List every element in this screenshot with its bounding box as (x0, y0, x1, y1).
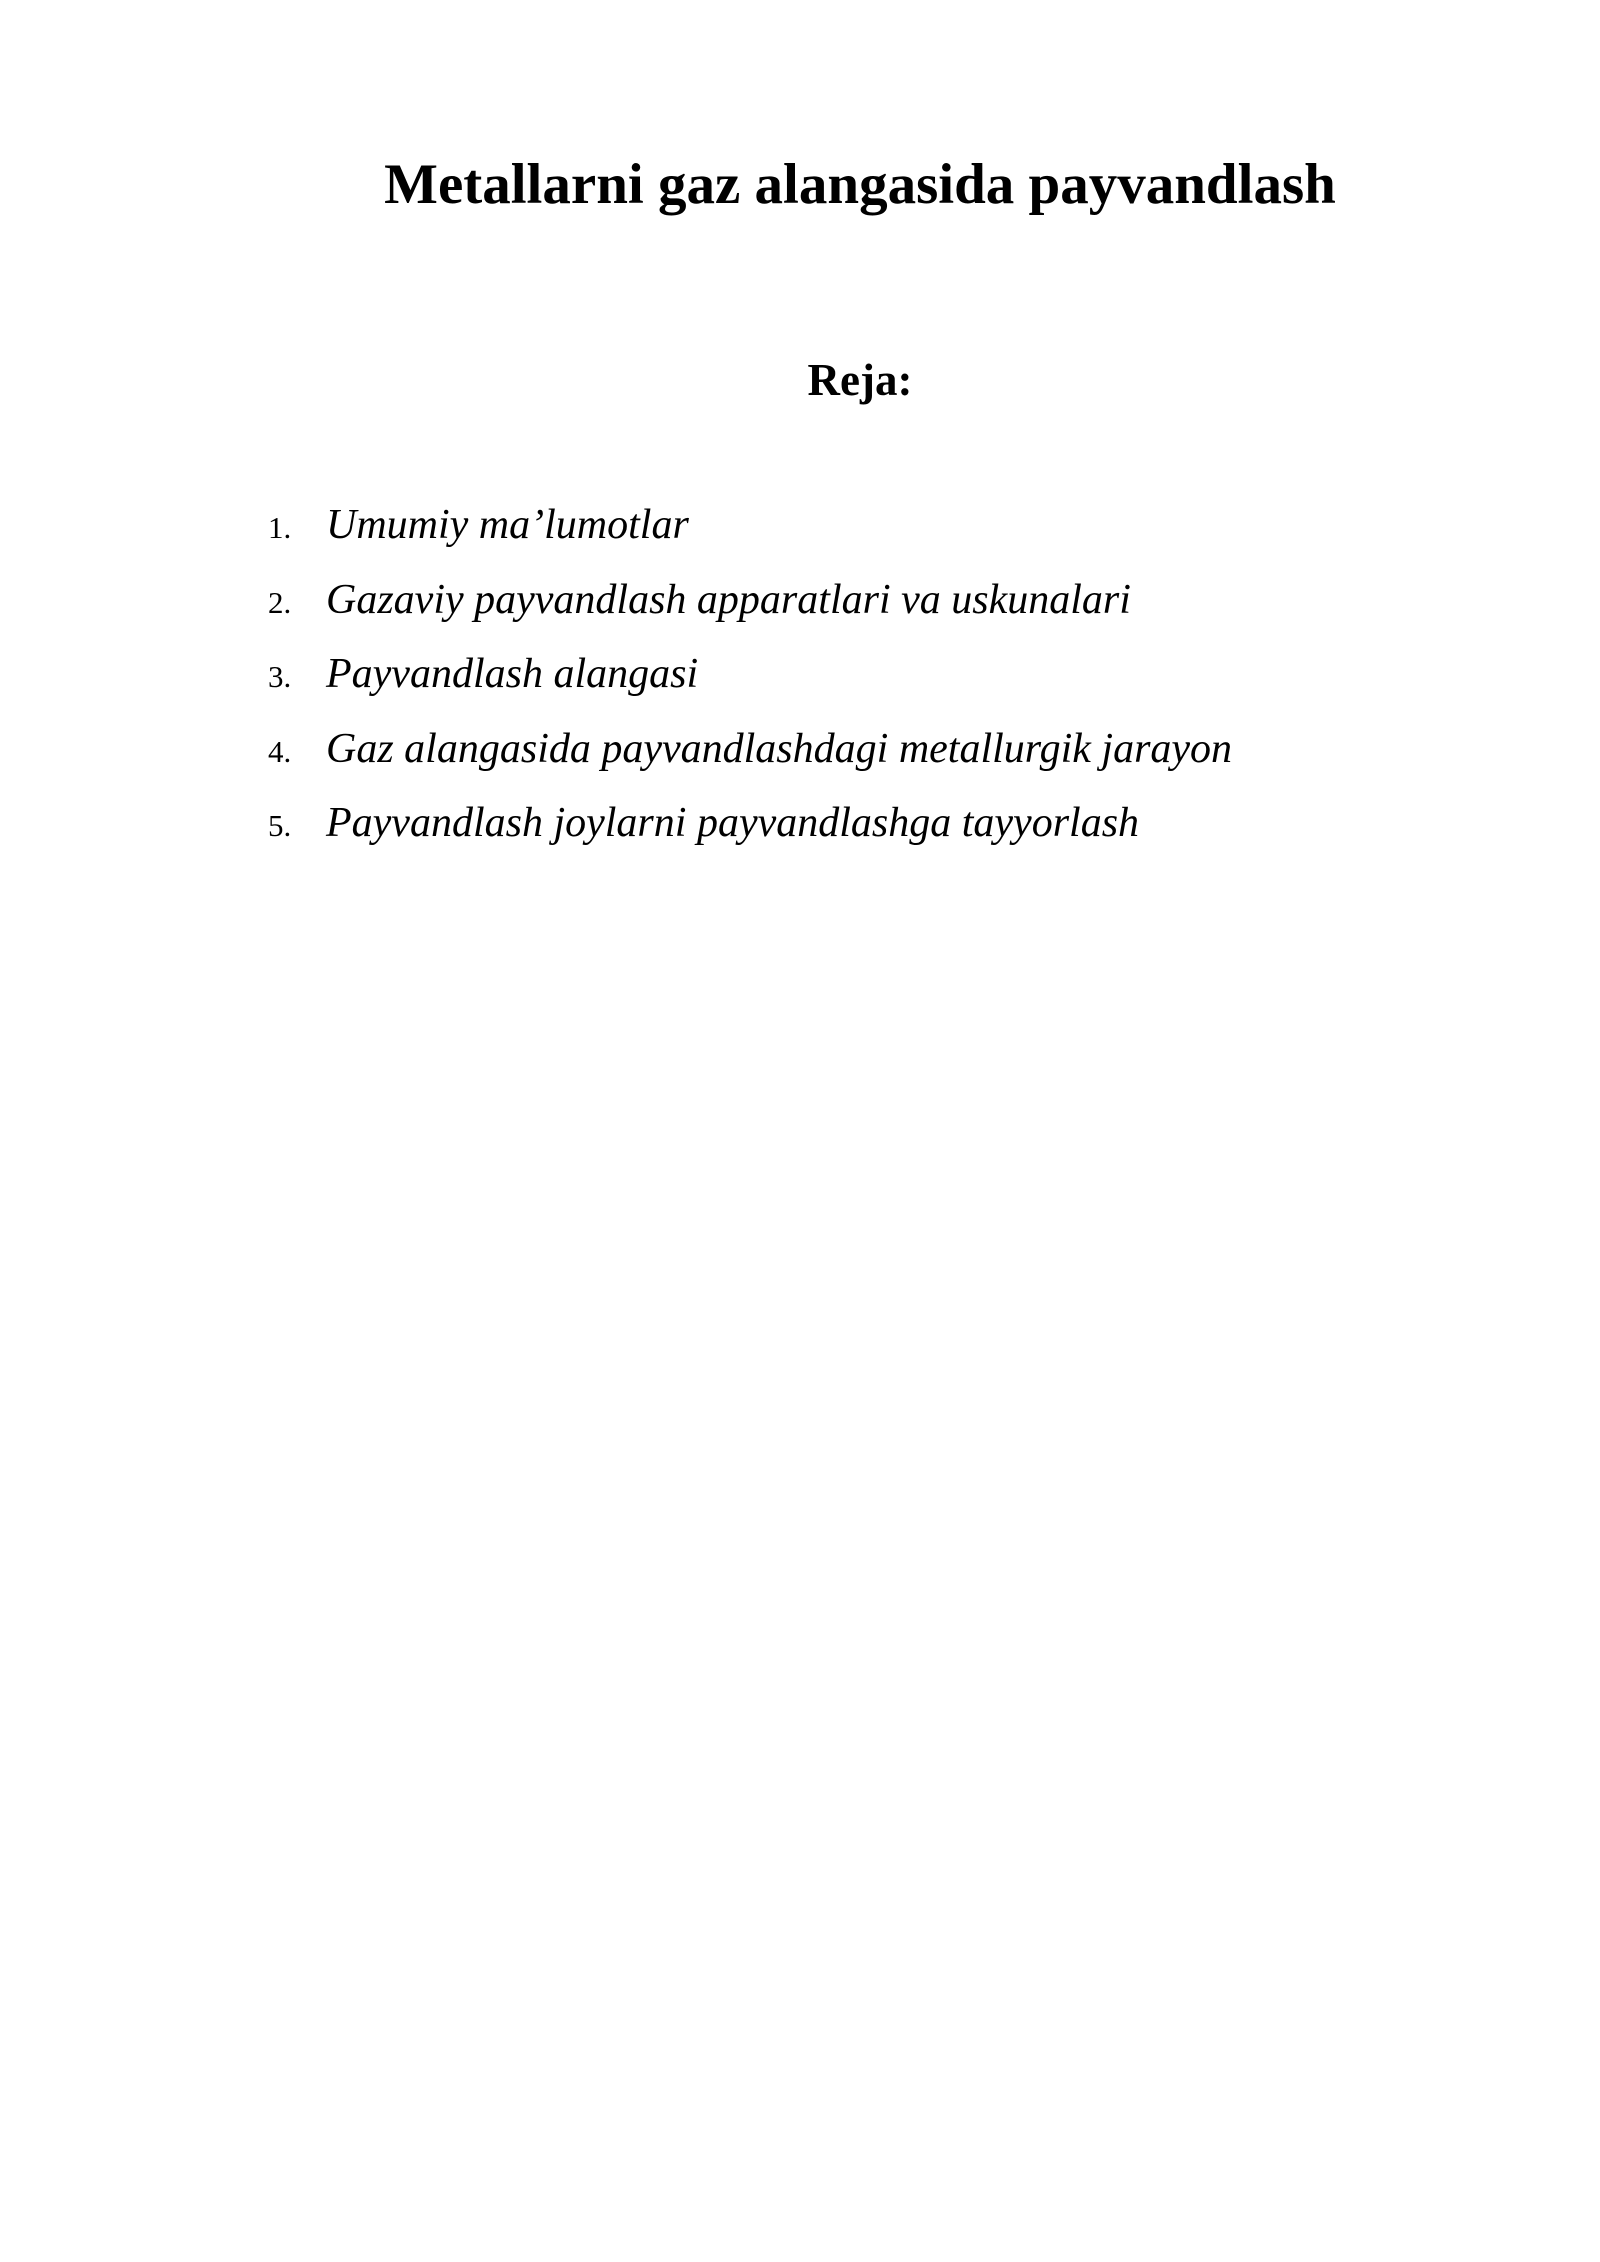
plan-item-text: Payvandlash joylarni payvandlashga tayyorlash (326, 800, 1140, 846)
plan-heading: Reja: (807, 355, 913, 405)
plan-item-text: Payvandlash alangasi (326, 651, 699, 697)
plan-item (268, 572, 1232, 647)
plan-item (268, 646, 1232, 721)
plan-item-number: 5. (268, 808, 292, 843)
plan-item (268, 795, 1232, 870)
plan-item-number: 3. (268, 659, 292, 694)
document-title: Metallarni gaz alangasida payvandlash (384, 153, 1336, 216)
plan-list (268, 497, 1232, 870)
plan-item-number: 2. (268, 584, 292, 620)
plan-item-number: 4. (268, 733, 292, 769)
plan-item (268, 721, 1232, 796)
plan-item-text: Gazaviy payvandlash apparatlari va uskunalari (326, 576, 1131, 623)
plan-item-text: Gaz alangasida payvandlashdagi metallurgik jarayon (326, 725, 1233, 772)
plan-item-text: Umumiy ma’lumotlar (326, 502, 689, 548)
plan-item (268, 497, 1232, 572)
plan-item-number: 1. (268, 510, 292, 545)
